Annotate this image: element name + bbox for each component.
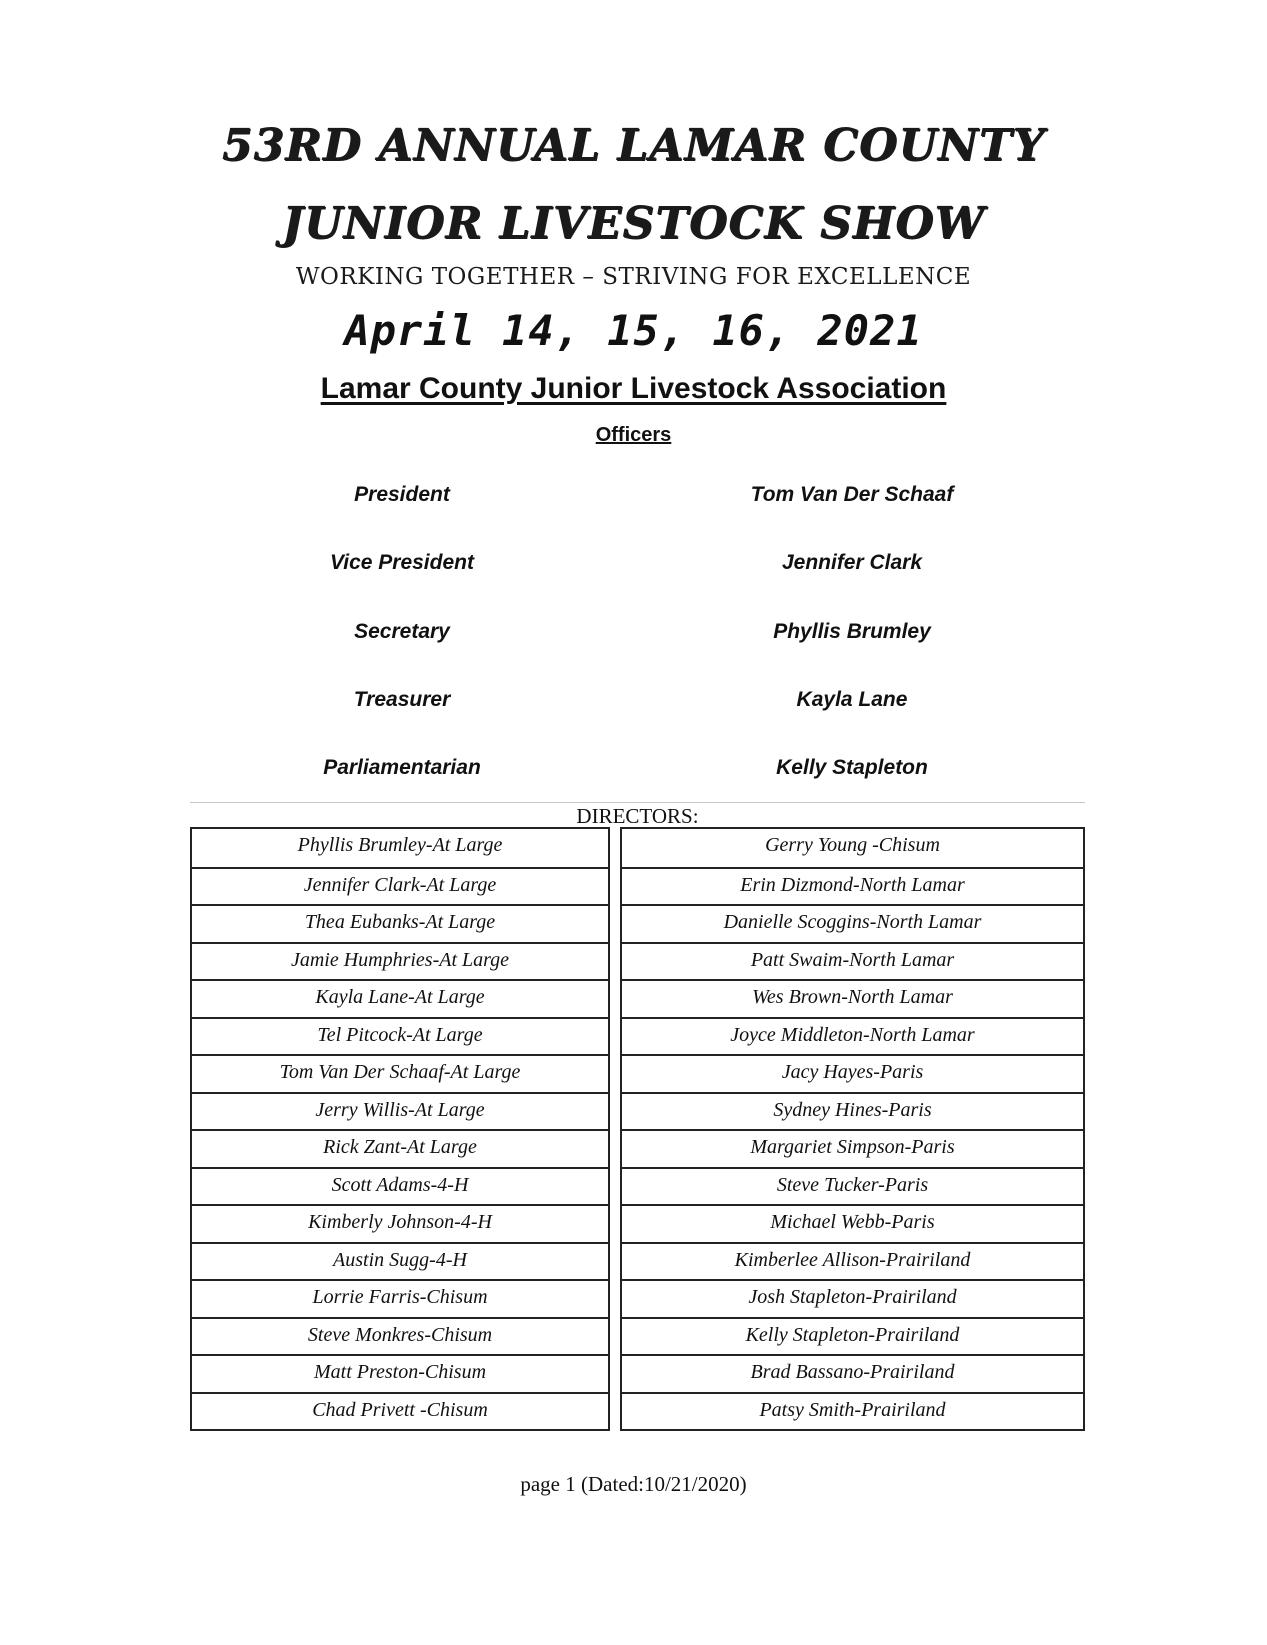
table-cell: Tom Van Der Schaaf-At Large: [192, 1054, 608, 1092]
table-cell: Matt Preston-Chisum: [192, 1354, 608, 1392]
directors-top-rule: [190, 802, 1085, 803]
directors-heading: DIRECTORS:: [576, 804, 699, 828]
officer-name-president: Tom Van Der Schaaf: [750, 483, 954, 506]
table-cell: Sydney Hines-Paris: [622, 1092, 1083, 1130]
table-cell: Margariet Simpson-Paris: [622, 1129, 1083, 1167]
table-cell: Brad Bassano-Prairiland: [622, 1354, 1083, 1392]
table-cell: Kayla Lane-At Large: [192, 979, 608, 1017]
officer-role-treasurer: Treasurer: [353, 688, 451, 711]
table-cell: Kelly Stapleton-Prairiland: [622, 1317, 1083, 1355]
table-cell: Jacy Hayes-Paris: [622, 1054, 1083, 1092]
association-name: [0, 372, 1267, 406]
officer-name-treasurer: Kayla Lane: [796, 688, 908, 711]
table-cell: Chad Privett -Chisum: [192, 1392, 608, 1430]
event-dates: April 14, 15, 16, 2021: [344, 306, 923, 355]
title-line-2: JUNIOR LIVESTOCK SHOW: [282, 198, 985, 249]
table-cell: Patsy Smith-Prairiland: [622, 1392, 1083, 1430]
table-cell: Jerry Willis-At Large: [192, 1092, 608, 1130]
table-cell: Jennifer Clark-At Large: [192, 867, 608, 905]
officer-name-secretary: Phyllis Brumley: [773, 620, 931, 643]
table-cell: Austin Sugg-4-H: [192, 1242, 608, 1280]
directors-right-column: [620, 827, 1085, 1431]
table-cell: Gerry Young -Chisum: [765, 834, 940, 856]
title-line-1: 53RD ANNUAL LAMAR COUNTY: [221, 120, 1046, 171]
table-cell: Steve Tucker-Paris: [622, 1167, 1083, 1205]
directors-left-column: [190, 827, 610, 1431]
table-cell: Lorrie Farris-Chisum: [192, 1279, 608, 1317]
table-cell: Danielle Scoggins-North Lamar: [622, 904, 1083, 942]
directors-table: [190, 802, 1085, 1432]
officer-role-secretary: Secretary: [354, 620, 450, 643]
subtitle: WORKING TOGETHER – STRIVING FOR EXCELLENCE: [295, 264, 972, 290]
table-cell: Erin Dizmond-North Lamar: [622, 867, 1083, 905]
table-cell: Kimberly Johnson-4-H: [192, 1204, 608, 1242]
officer-role-vice-president: Vice President: [330, 551, 474, 574]
table-cell: Phyllis Brumley-At Large: [297, 834, 503, 856]
officers-heading: Officers: [595, 424, 672, 446]
association-name-text: Lamar County Junior Livestock Association: [320, 372, 947, 405]
table-cell: Thea Eubanks-At Large: [192, 904, 608, 942]
page-footer: page 1 (Dated:10/21/2020): [520, 1472, 747, 1496]
table-cell: Wes Brown-North Lamar: [622, 979, 1083, 1017]
table-cell: Tel Pitcock-At Large: [192, 1017, 608, 1055]
table-cell: Joyce Middleton-North Lamar: [622, 1017, 1083, 1055]
table-cell: Michael Webb-Paris: [622, 1204, 1083, 1242]
officer-role-president: President: [354, 483, 450, 506]
table-cell: Patt Swaim-North Lamar: [622, 942, 1083, 980]
table-cell: Steve Monkres-Chisum: [192, 1317, 608, 1355]
table-cell: Scott Adams-4-H: [192, 1167, 608, 1205]
table-cell: Kimberlee Allison-Prairiland: [622, 1242, 1083, 1280]
officer-role-parliamentarian: Parliamentarian: [323, 756, 481, 779]
table-cell: Josh Stapleton-Prairiland: [622, 1279, 1083, 1317]
table-cell: Rick Zant-At Large: [192, 1129, 608, 1167]
officer-name-vice-president: Jennifer Clark: [781, 551, 923, 574]
officer-name-parliamentarian: Kelly Stapleton: [776, 756, 928, 779]
table-cell: Jamie Humphries-At Large: [192, 942, 608, 980]
